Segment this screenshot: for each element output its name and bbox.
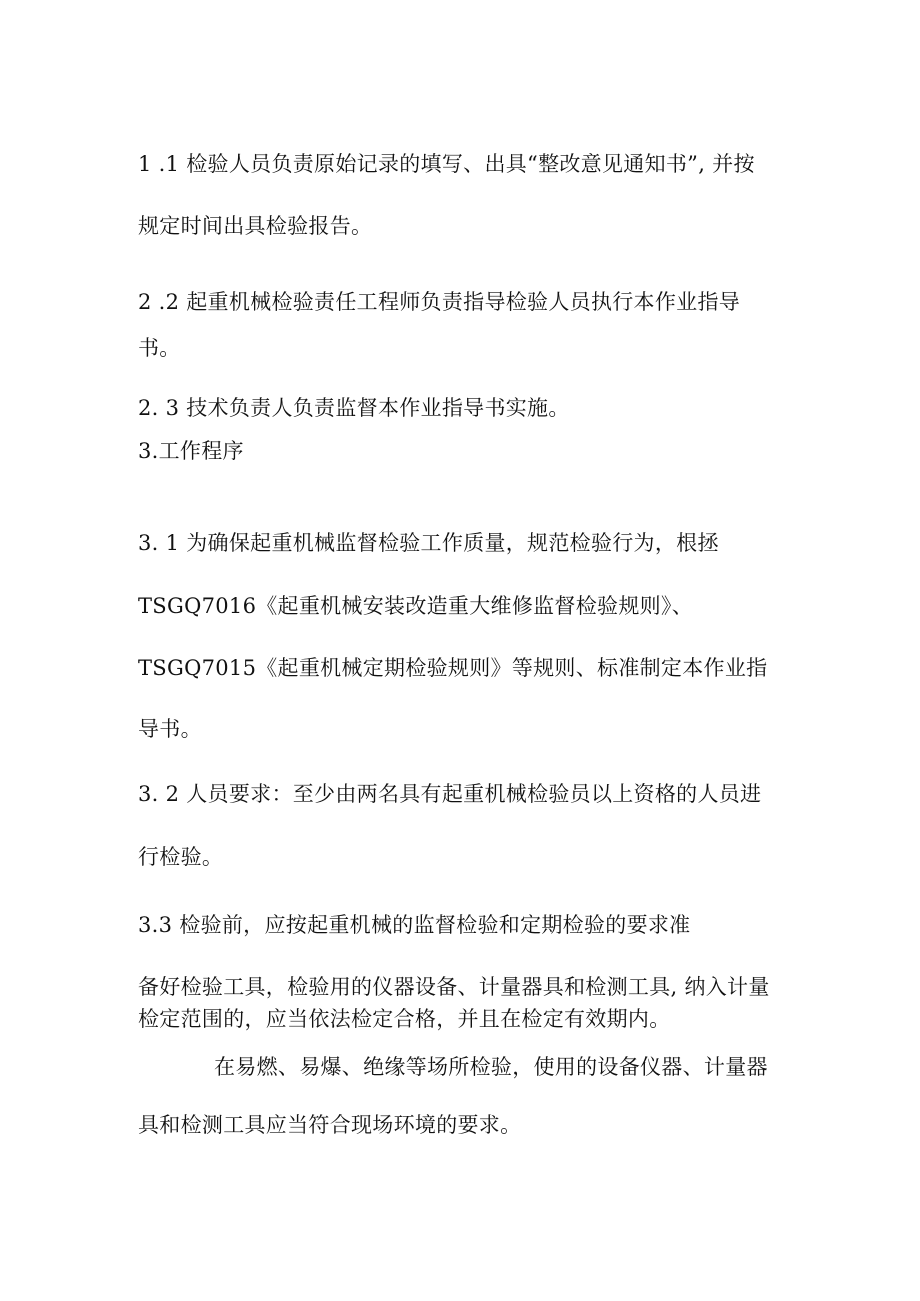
- text-line-2-2-cont: 书。: [138, 336, 181, 360]
- text-line-2-3: 2. 3 技术负责人负责监督本作业指导书实施。: [138, 396, 570, 420]
- text-line-3-1-cont-a: TSGQ7016《起重机械安装改造重大维修监督检验规则》、: [138, 594, 694, 618]
- text-line-paragraph-cont: 具和检测工具应当符合现场环境的要求。: [138, 1113, 522, 1137]
- text-line-3-3-cont-a: 备好检验工具，检验用的仪器设备、计量器具和检测工具, 纳入计量: [138, 975, 770, 999]
- text-line-3-2-cont: 行检验。: [138, 845, 224, 869]
- text-line-3-3-cont-b: 检定范围的，应当依法检定合格，并且在检定有效期内。: [138, 1007, 671, 1031]
- text-line-2-2: 2 .2 起重机械检验责任工程师负责指导检验人员执行本作业指导: [138, 290, 741, 314]
- text-line-3-3: 3.3 检验前，应按起重机械的监督检验和定期检验的要求准: [138, 913, 691, 937]
- text-line-3-1-cont-b: TSGQ7015《起重机械定期检验规则》等规则、标准制定本作业指: [138, 656, 768, 680]
- text-line-3-1-cont-c: 导书。: [138, 717, 202, 741]
- text-line-3-1: 3. 1 为确保起重机械监督检验工作质量，规范检验行为，根拯: [138, 531, 719, 555]
- text-line-1-1: 1 .1 检验人员负责原始记录的填写、出具“整改意见通知书”, 并按: [138, 152, 755, 176]
- text-line-paragraph-indent: 在易燃、易爆、绝缘等场所检验，使用的设备仪器、计量器: [214, 1055, 768, 1079]
- section-heading-work-procedure: 3.工作程序: [138, 439, 244, 463]
- text-line-1-1-cont: 规定时间出具检验报告。: [138, 214, 373, 238]
- text-line-3-2: 3. 2 人员要求：至少由两名具有起重机械检验员以上资格的人员进: [138, 782, 762, 806]
